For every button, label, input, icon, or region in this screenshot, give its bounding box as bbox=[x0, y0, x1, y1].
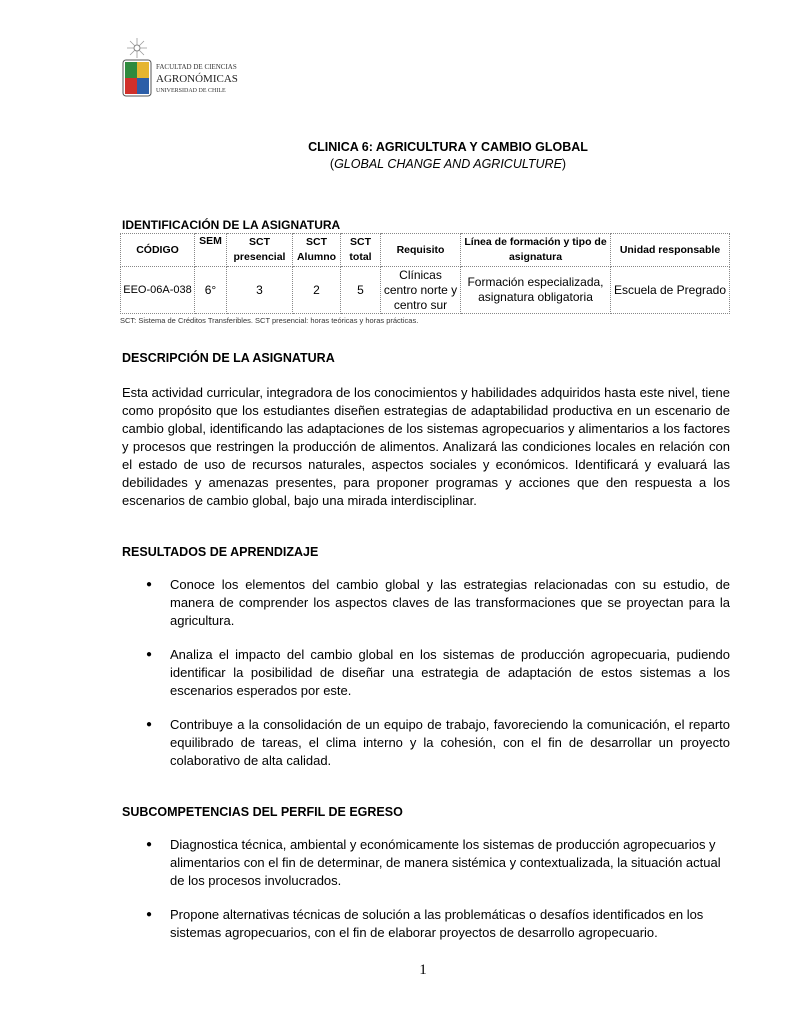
subcompetencies-heading: SUBCOMPETENCIAS DEL PERFIL DE EGRESO bbox=[122, 805, 403, 819]
table-footnote: SCT: Sistema de Créditos Transferibles. SCT presencial: horas teóricas y horas prácticas. bbox=[120, 316, 419, 325]
logo-line-2: AGRONÓMICAS bbox=[156, 73, 238, 85]
result-item bbox=[120, 716, 730, 770]
paren: ) bbox=[561, 157, 567, 171]
identification-heading: IDENTIFICACIÓN DE LA ASIGNATURA bbox=[122, 218, 341, 232]
document-subtitle bbox=[166, 156, 730, 173]
table-header-row bbox=[121, 234, 730, 267]
logo-line-3: UNIVERSIDAD DE CHILE bbox=[156, 88, 226, 94]
cell: 2 bbox=[293, 267, 341, 314]
results-list bbox=[120, 576, 730, 770]
logo-line-1: FACULTAD DE CIENCIAS bbox=[156, 63, 237, 71]
table-row bbox=[121, 267, 730, 314]
bullet-icon: ● bbox=[146, 719, 153, 730]
results-heading: RESULTADOS DE APRENDIZAJE bbox=[122, 545, 319, 559]
course-identification-table bbox=[120, 233, 730, 314]
bullet-icon: ● bbox=[146, 649, 153, 660]
col-header: SCT Alumno bbox=[293, 234, 341, 267]
col-header: SCT presencial bbox=[227, 234, 293, 267]
cell: Clínicas centro norte y centro sur bbox=[381, 267, 461, 314]
page-number: 1 bbox=[419, 962, 427, 978]
document-title: CLINICA 6: AGRICULTURA Y CAMBIO GLOBAL bbox=[308, 140, 588, 154]
result-item bbox=[120, 576, 730, 630]
bullet-icon: ● bbox=[146, 579, 153, 590]
cell: EEO-06A-038 bbox=[121, 267, 195, 314]
col-header: Requisito bbox=[381, 234, 461, 267]
subcompetencies-list bbox=[120, 836, 730, 942]
cell: 3 bbox=[227, 267, 293, 314]
cell: 6° bbox=[195, 267, 227, 314]
cell: 5 bbox=[341, 267, 381, 314]
paren: ( bbox=[329, 157, 335, 171]
cell: Formación especializada, asignatura obligatoria bbox=[461, 267, 611, 314]
subtitle-text: GLOBAL CHANGE AND AGRICULTURE bbox=[334, 157, 562, 171]
subcompetency-text: Propone alternativas técnicas de solución a las problemáticas o desafíos identificados en los sistemas agropecuarios, con el fin de elaborar proyectos de desarrollo agropecuario. bbox=[170, 907, 704, 940]
document-body bbox=[120, 139, 730, 942]
university-crest-icon bbox=[120, 36, 154, 100]
subcompetency-text: Diagnostica técnica, ambiental y económicamente los sistemas de producción agropecuarios y alimentarios con el fin de determinar, de manera sistémica y contextualizada, la situación actual de los procesos involucrados. bbox=[170, 837, 721, 888]
faculty-logo bbox=[120, 36, 240, 100]
col-header: SCT total bbox=[341, 234, 381, 267]
cell: Escuela de Pregrado bbox=[611, 267, 730, 314]
subcompetency-item bbox=[120, 836, 730, 890]
result-text: Contribuye a la consolidación de un equipo de trabajo, favoreciendo la comunicación, el reparto equilibrado de tareas, el clima interno y la cohesión, con el fin de desarrollar un proyecto colaborativo de alta calidad. bbox=[170, 717, 730, 768]
description-heading: DESCRIPCIÓN DE LA ASIGNATURA bbox=[122, 351, 335, 365]
col-header: Línea de formación y tipo de asignatura bbox=[461, 234, 611, 267]
result-text: Analiza el impacto del cambio global en los sistemas de producción agropecuaria, pudiendo identificar la posibilidad de diseñar una estrategia de adaptación de estos sistemas a los escenarios esperados por este. bbox=[170, 647, 730, 698]
col-header: SEM bbox=[195, 234, 227, 267]
result-text: Conoce los elementos del cambio global y las estrategias relacionadas con su estudio, de manera de comprender los aspectos claves de las transformaciones que se proyectan para la agricultura. bbox=[170, 577, 730, 628]
bullet-icon: ● bbox=[146, 909, 153, 920]
subcompetency-item bbox=[120, 906, 730, 942]
col-header: CÓDIGO bbox=[121, 234, 195, 267]
description-text: Esta actividad curricular, integradora de los conocimientos y habilidades adquiridos hasta este nivel, tiene como propósito que los estudiantes diseñen estrategias de adaptabilidad productiva en un escenario de cambio global, identificando las adaptaciones de los sistemas agropecuarios y alimentarios a los factores y procesos que restringen la producción de alimentos. Analizará las condiciones locales en relación con el estado de uso de recursos naturales, aspectos sociales y económicos. Identificará y evaluará las debilidades y amenazas presentes, para proponer programas y acciones que den respuesta a los escenarios de cambio global, bajo una mirada interdisciplinar. bbox=[122, 385, 730, 508]
bullet-icon: ● bbox=[146, 839, 153, 850]
result-item bbox=[120, 646, 730, 700]
col-header: Unidad responsable bbox=[611, 234, 730, 267]
